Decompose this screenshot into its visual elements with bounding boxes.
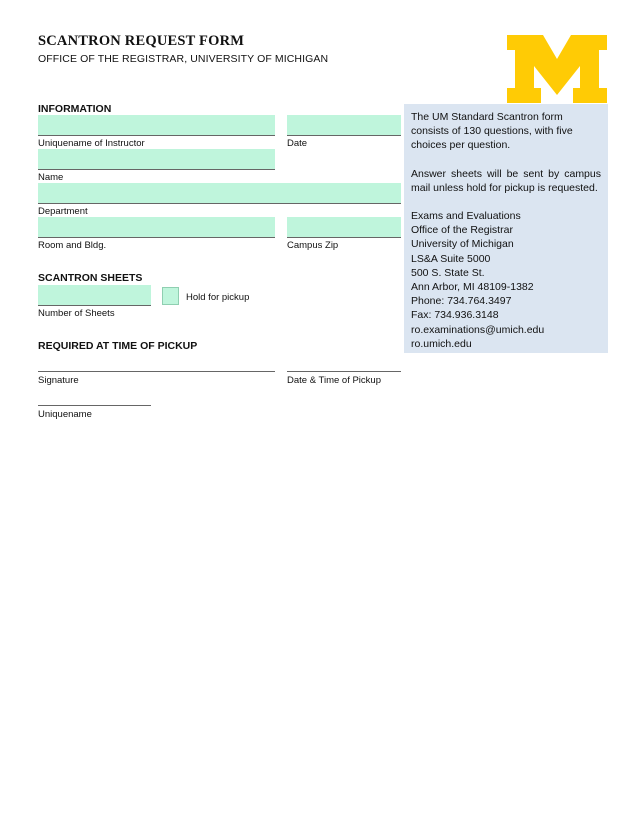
pickup-uniquename-label: Uniquename (38, 409, 92, 420)
name-field[interactable] (38, 149, 275, 170)
contact-email: ro.examinations@umich.edu (411, 323, 545, 336)
contact-line: LS&A Suite 5000 (411, 252, 491, 265)
scantron-sheets-heading: SCANTRON SHEETS (38, 272, 143, 284)
university-logo (505, 33, 609, 105)
campus-zip-field[interactable] (287, 217, 401, 238)
uniquename-instructor-label: Uniquename of Instructor (38, 138, 145, 149)
date-field[interactable] (287, 115, 401, 136)
number-of-sheets-field[interactable] (38, 285, 151, 306)
name-label: Name (38, 172, 64, 183)
number-of-sheets-label: Number of Sheets (38, 308, 115, 319)
signature-line[interactable] (38, 352, 275, 372)
contact-phone: Phone: 734.764.3497 (411, 295, 512, 308)
date-time-pickup-line[interactable] (287, 352, 401, 372)
contact-fax: Fax: 734.936.3148 (411, 309, 499, 322)
page-subtitle: OFFICE OF THE REGISTRAR, UNIVERSITY OF MICHIGAN (38, 53, 329, 65)
room-bldg-label: Room and Bldg. (38, 240, 107, 251)
contact-line: Exams and Evaluations (411, 210, 521, 223)
info-box (404, 104, 608, 353)
information-heading: INFORMATION (38, 103, 112, 115)
date-time-pickup-label: Date & Time of Pickup (287, 375, 381, 386)
pickup-heading: REQUIRED AT TIME OF PICKUP (38, 340, 198, 352)
contact-line: 500 S. State St. (411, 266, 485, 279)
info-box-paragraph-1: The UM Standard Scantron form consists of 130 questions, with five choices per question. (411, 111, 573, 152)
pickup-uniquename-line[interactable] (38, 386, 151, 406)
department-field[interactable] (38, 183, 401, 204)
campus-zip-label: Campus Zip (287, 240, 339, 251)
contact-line: University of Michigan (411, 238, 514, 251)
date-label: Date (287, 138, 308, 149)
uniquename-instructor-field[interactable] (38, 115, 275, 136)
info-box-paragraph-2: Answer sheets will be sent by campus mail unless hold for pickup is requested. (411, 167, 601, 194)
hold-for-pickup-label: Hold for pickup (186, 292, 250, 303)
block-m-icon (505, 33, 609, 105)
page-title: SCANTRON REQUEST FORM (38, 33, 245, 49)
contact-line: Office of the Registrar (411, 224, 513, 237)
hold-for-pickup-checkbox[interactable] (162, 287, 179, 305)
department-label: Department (38, 206, 88, 217)
contact-line: Ann Arbor, MI 48109-1382 (411, 281, 534, 294)
contact-website: ro.umich.edu (411, 337, 472, 350)
signature-label: Signature (38, 375, 79, 386)
room-bldg-field[interactable] (38, 217, 275, 238)
